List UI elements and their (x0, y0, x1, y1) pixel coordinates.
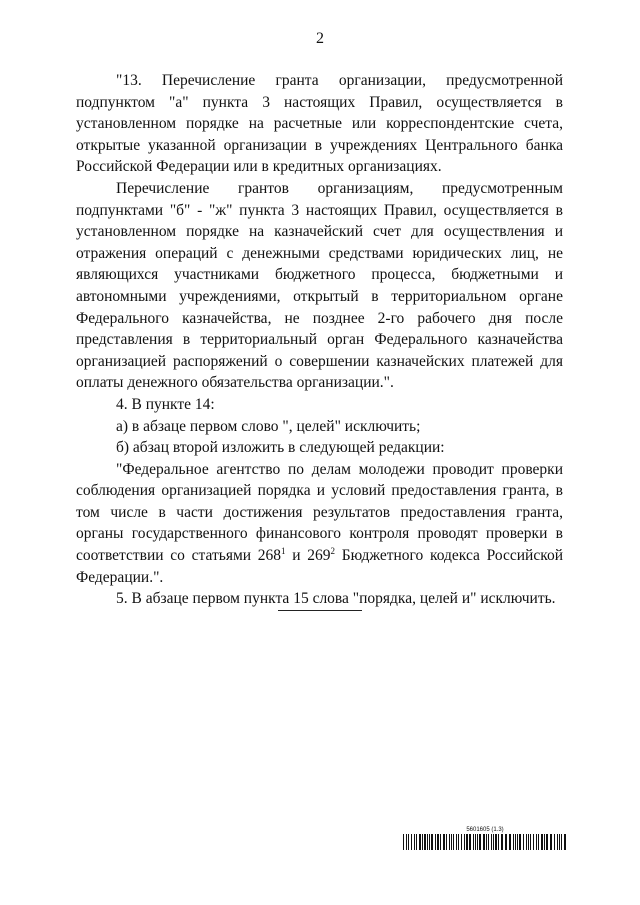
page-number: 2 (316, 30, 324, 47)
paragraph-point-4: 4. В пункте 14: (116, 395, 215, 413)
quote-text-start: "Федеральное агентство по делам молодежи проводит проверки соблюдения организацией порядка и условий предоставления гранта, в том числе в части достижения результатов предоставления гранта, органы государственного финансового контроля проводят проверки в соответствии со статьями 268 (76, 460, 563, 565)
paragraph-point-4b: б) абзац второй изложить в следующей редакции: (116, 439, 445, 457)
superscript-1: 1 (281, 545, 286, 556)
barcode-code: 5601605 (1.3) (466, 827, 504, 833)
paragraph-point-4a: а) в абзаце первом слово ", целей" исключить; (116, 417, 421, 435)
quote-text-mid: и 269 (285, 547, 331, 565)
paragraph-13-first: "13. Перечисление гранта организации, предусмотренной подпунктом "а" пункта 3 настоящих Правил, осуществляется в установленном порядке на расчетные или корреспондентские счета, открытые указанной организации в учреждениях Центрального банка Российской Федерации или в кредитных организациях. (76, 72, 563, 176)
paragraph-13-second: Перечисление грантов организациям, предусмотренным подпунктами "б" - "ж" пункта 3 настоящих Правил, осуществляется в установленном порядке на казначейский счет для осуществления и отражения операций с денежными средствами юридических лиц, не являющихся участниками бюджетного процесса, бюджетными и автономными учреждениями, открытый в территориальном органе Федерального казначейства, не позднее 2-го рабочего дня после представления в территориальный орган Федерального казначейства организацией распоряжений о совершении казначейских платежей для оплаты денежного обязательства организации.". (76, 179, 563, 392)
paragraph-quoted-edit (76, 459, 563, 589)
quote-text-end: Бюджетного кодекса Российской Федерации.". (76, 547, 564, 586)
barcode-image (403, 834, 567, 850)
document-body (76, 70, 563, 610)
paragraph-point-5: 5. В абзаце первом пункта 15 слова "порядка, целей и" исключить. (116, 590, 556, 608)
barcode-block (403, 826, 567, 850)
superscript-2: 2 (330, 545, 336, 556)
closing-divider (278, 610, 362, 611)
